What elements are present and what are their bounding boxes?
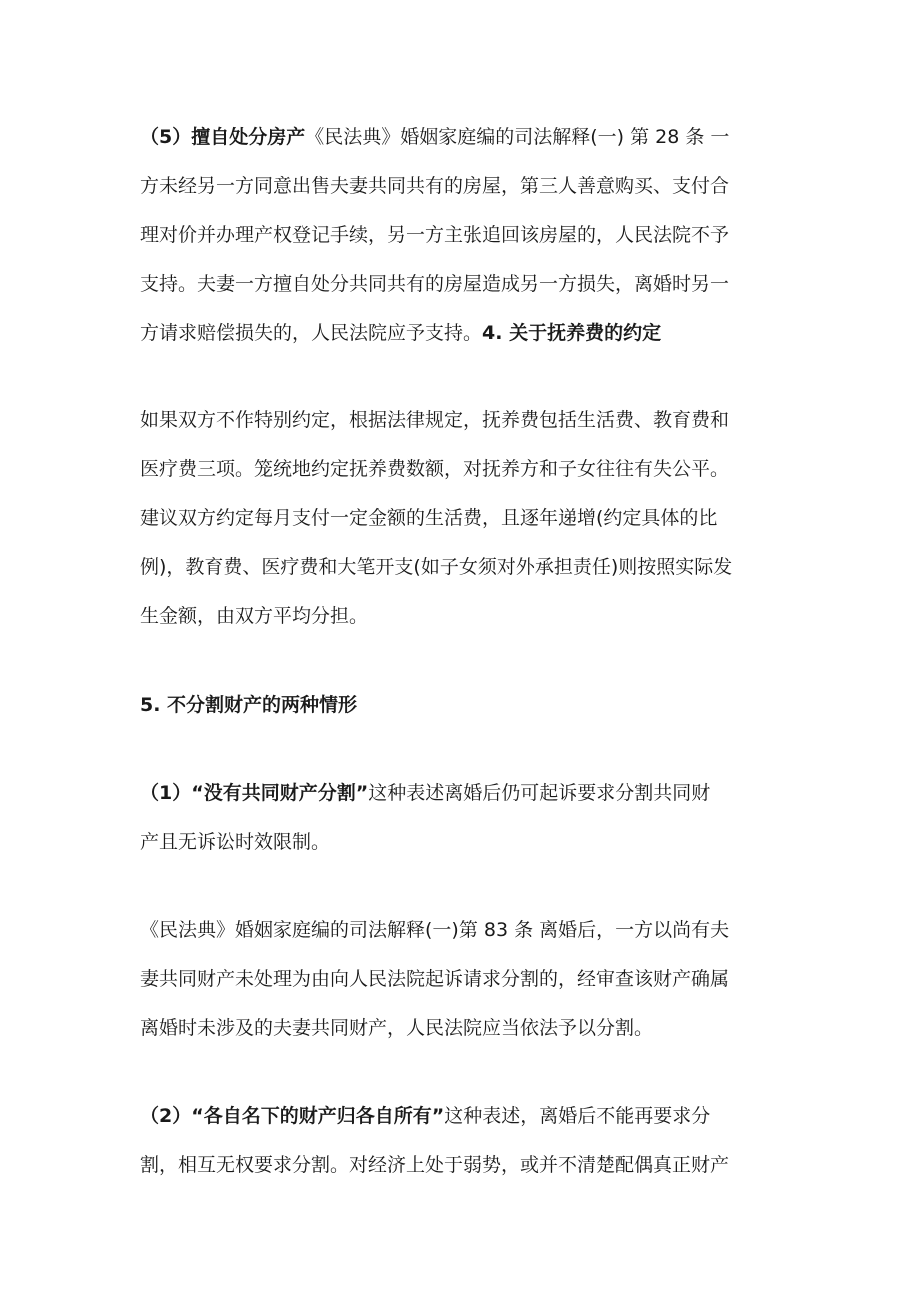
text-line: 建议双方约定每月支付一定金额的生活费，且逐年递增(约定具体的比 — [140, 507, 718, 529]
paragraph-article-83 — [140, 906, 800, 1053]
text-line: 支持。夫妻一方擅自处分共同共有的房屋造成另一方损失，离婚时另一 — [140, 273, 730, 295]
section-heading-4: 4. 关于抚养费的约定 — [482, 322, 662, 344]
text-line: 《民法典》婚姻家庭编的司法解释(一)第 83 条 离婚后，一方以尚有夫 — [140, 919, 730, 941]
text-line: 医疗费三项。笼统地约定抚养费数额，对抚养方和子女往往有失公平。 — [140, 458, 730, 480]
paragraph-own-name-property — [140, 1092, 800, 1190]
text-line: 产且无诉讼时效限制。 — [140, 831, 331, 853]
text-line: 割，相互无权要求分割。对经济上处于弱势，或并不清楚配偶真正财产 — [140, 1154, 730, 1176]
line-text: 这种表述离婚后仍可起诉要求分割共同财 — [368, 782, 711, 804]
text-line — [140, 309, 800, 358]
bold-lead: （1）“没有共同财产分割” — [140, 782, 369, 804]
text-line: 妻共同财产未处理为由向人民法院起诉请求分割的，经审查该财产确属 — [140, 968, 730, 990]
text-line: 如果双方不作特别约定，根据法律规定，抚养费包括生活费、教育费和 — [140, 409, 730, 431]
line-text: 这种表述，离婚后不能再要求分 — [444, 1105, 711, 1127]
line-text: 《民法典》婚姻家庭编的司法解释(一) 第 28 条 一 — [305, 126, 730, 148]
bold-lead: （5）擅自处分房产 — [140, 126, 306, 148]
paragraph-child-support — [140, 396, 800, 641]
text-line: 离婚时未涉及的夫妻共同财产，人民法院应当依法予以分割。 — [140, 1017, 654, 1039]
text-line: 生金额，由双方平均分担。 — [140, 605, 369, 627]
paragraph-no-common-property — [140, 769, 800, 867]
text-line: 例)，教育费、医疗费和大笔开支(如子女须对外承担责任)则按照实际发 — [140, 556, 733, 578]
paragraph-unauthorized-disposal — [140, 113, 800, 358]
section-heading-5: 5. 不分割财产的两种情形 — [140, 694, 358, 716]
text-line — [140, 1092, 800, 1141]
text-line — [140, 113, 800, 162]
bold-lead: （2）“各自名下的财产归各自所有” — [140, 1105, 445, 1127]
text-line — [140, 769, 800, 818]
text-line: 理对价并办理产权登记手续，另一方主张追回该房屋的，人民法院不予 — [140, 224, 730, 246]
text-line: 方未经另一方同意出售夫妻共同共有的房屋，第三人善意购买、支付合 — [140, 175, 730, 197]
line-text: 方请求赔偿损失的，人民法院应予支持。 — [140, 322, 483, 344]
